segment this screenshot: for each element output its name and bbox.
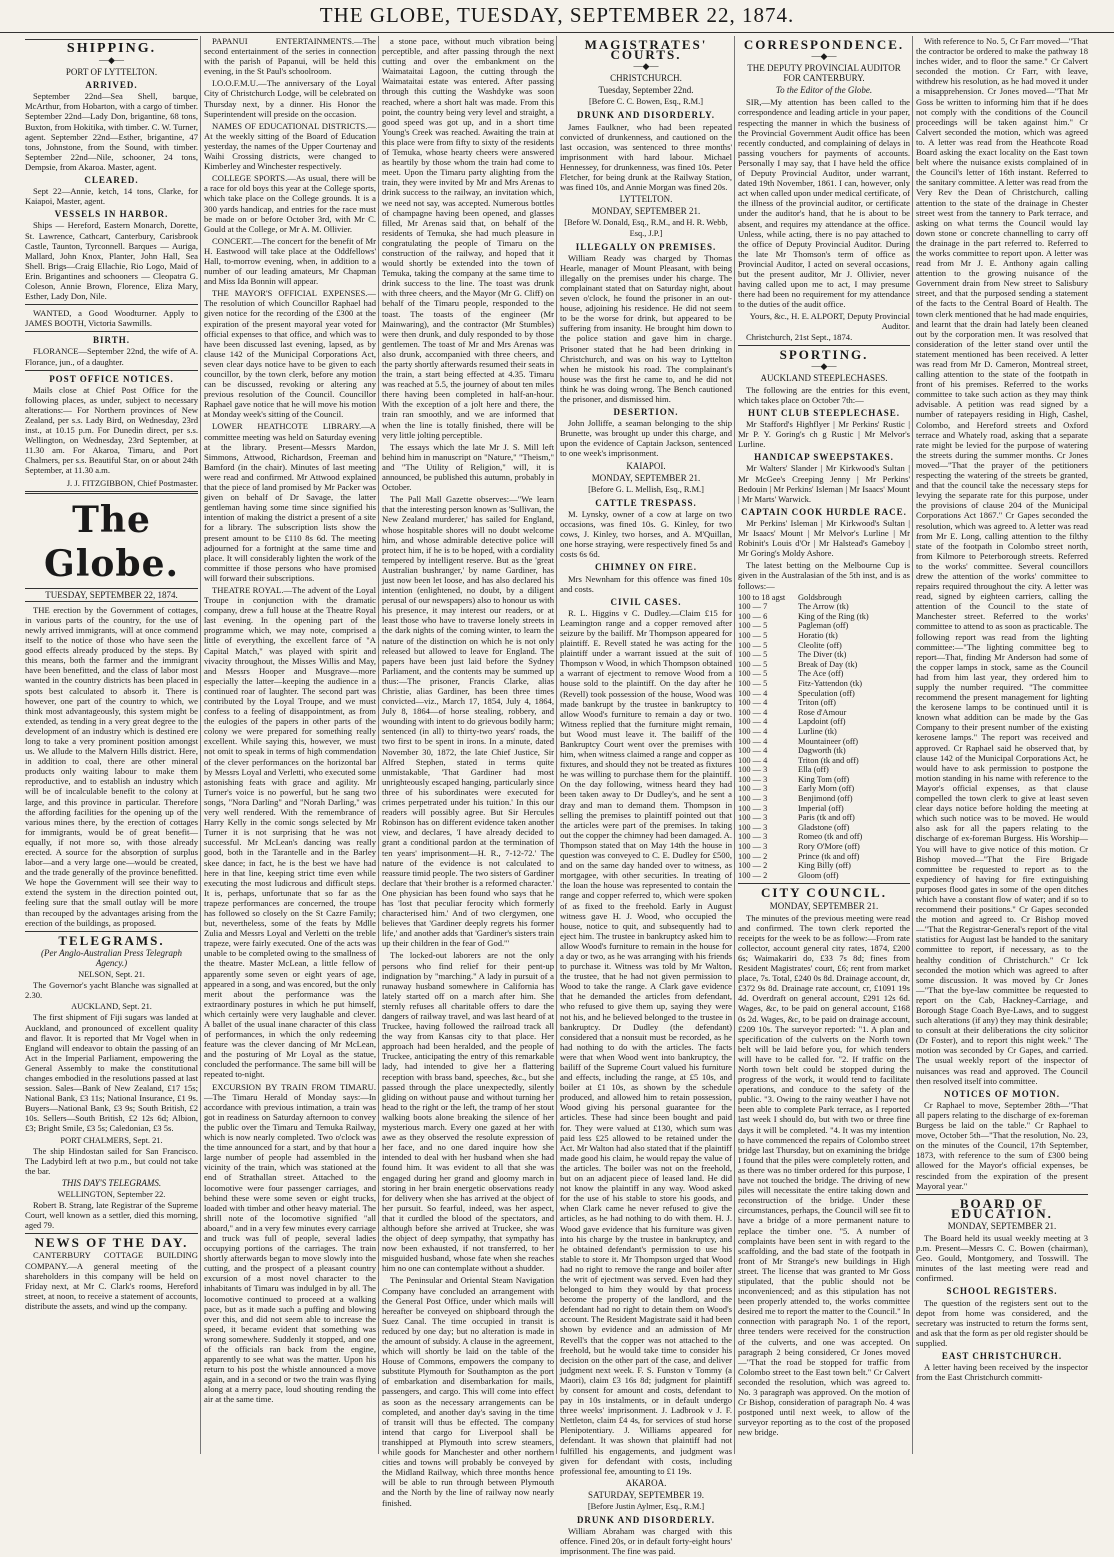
news-item: COLLEGE SPORTS.—As usual, there will be a race for old boys this year at the College sports, which take place on the College grounds. It is a 300 yards handicap, and entries for the race must be made on or before October 3rd, with Mr C. Gould at the College, or Mr A. M. Ollivier. [204,173,376,234]
odds-row [738,708,910,718]
shipping-heading: SHIPPING. [66,41,157,56]
case-text: William Abraham was charged with this offence. Fined 20s, or in default forty-eight hours' imprisonment. The fine was paid. [560,1526,732,1557]
horse-name: Gladstone (off) [798,822,850,832]
odds-row [738,794,910,804]
council-heading: CITY COUNCIL. [761,885,887,901]
chalmers-dateline: PORT CHALMERS, Sept. 21. [60,1135,163,1145]
horse-name: Prince (tk and off) [798,851,860,861]
case-text: M. Lynsky, owner of a cow at large on two occasions, was fined 10s. G. Kinley, for two cows, J. Kinley, two horses, and A. M'Quillan, one horse straying, were respectively fined 5s and costs 6s 6d. [560,508,732,560]
wanted-ad: WANTED, a Good Woodturner. Apply to JAMES BOOTH, Victoria Sawmills. [25,308,198,329]
odds-value: 100 — 2 [738,851,768,861]
chalmers-text: The ship Hindostan sailed for San Francisco. The Ladybird left at two p.m., but could not take the bar. [25,1145,198,1176]
newspaper-columns [22,36,1096,1557]
council-continued: With reference to No. 5, Cr Farr moved—"That the contractor be ordered to make the pathway 18 inches wider, and to floor the same." Cr Calvert seconded the motion. Cr Farr, with leave, withdrew his resolution, as he had moved it under a misapprehension. Cr Jones moved—"That Mr Goss be written to informing him that if he does not comply with the conditions of the Council proceedings will be taken against him." Cr Calvert seconded the motion, which was agreed to. A letter was read from the Heathcote Road Board asking the exact locality on the East town belt where the nuisance exists complained of in the Council's letter of 16th instant. Referred to the sanitary committee. A letter was read from the Very Rev the Dean of Christchurch, calling attention to the state of the drainage in Chester street west from the tannery to Park terrace, and asking on what terms the Council would lay down stone or concrete channelling to carry off the drainage in the part referred to. Referred to the works committee to report upon. A letter was read from Mr J. E. Anthony again calling attention to the growing nuisance of the Government drain from New street to Salisbury street, and that the purposed sending a statement of the facts to the Central Board of Health. The town clerk mentioned that he had made enquiries, and learnt that the drain had lately been cleaned out by the corporation men. It was resolved that consideration of the letter stand over until the statement mentioned has been received. A letter was read from Mr D. Cameron, Montreal street, calling attention to the state of the footpath in front of his premises. Referred to the works committee to take such action as they may think advisable. A petition was read signed by a number of ratepayers residing in High, Cashel, Colombo, and Hereford streets and Oxford terrace and Whately road, asking that a separate rate might be levied for the purpose of watering the streets during the summer months. Cr Jones moved—"That the prayer of the petitioners respecting the watering of the streets be granted, and that the council take the necessary steps for levying the separate rate for this purpose, under the provisions of clause 204 of the Municipal Corporations Act 1867." Cr Gapes seconded the resolution, which was agreed to. A letter was read from Mr E. Long, calling attention to the filthy state of the footpath in Colombo street north, from Kilmore to Peterborough streets. Referred to the works' committee. Several councillors drew the attention of the works' committee to repairs required throughout the city. A letter was read, signed by eighteen carriers, calling the attention of the Council to the state of Manchester street. Referred to the works' committee to attend to as soon as practicable. The following report was read from the lighting committee:—"The lighting committee beg to report—That, finding Mr Anderson had some of the copper lamps in stock, same as the Council had from him last year, they ordered him to supply the number required. "The committee recommend the present management for lighting the kerosene lamps to be continued until it is known what addition can be made by the Gas Company to their present number of the existing kerosene lamps." The report was received and approved. Cr Raphael said he observed that, by clause 142 of the Municipal Corporations Act, he would have to ask permission to postpone the motion standing in his name with reference to the Mayor's official expenses, as that clause compelled the town clerk to give at least seven clear days notice before holding the meeting at which such notice was to be moved. He would also ask for all the papers relating to the discharge of ex-foreman Burgess. His Worship—You will have to give notice of this motion. Cr Bishop moved—"That the Fire Brigade committee be requested to report as to the expediency of having for fire extinguishing purposes flood gates in some of the open ditches which have a constant flow of water; and if so to recommend their positions." Cr Gapes seconded the motion and agreed to. Cr Bishop moved—"That the Registrar-General's report of the vital statistics for August last be handed to the sanitary committee to report, if necessary, as to the healthy condition of Christchurch." Cr Ick seconded the motion which was agreed to after some discussion. It was moved by Cr Jones—"That the bye-law committee be requested to report on the Cab, Hackney-Carriage, and Borough Stage Coach Bye-Laws, and to suggest such alterations (if any) they may think desirable; to consult at their deliberations the city solicitor (Dr Foster), and to report this night week." The motion was seconded by Cr Gapes, and carried. The usual weekly report of the inspector of nuisances was read and approved. The Council then resolved itself into committee. [916,36,1088,1086]
odds-row [738,804,910,814]
odds-value: 100 — 5 [738,650,768,660]
odds-value: 100 — 5 [738,640,768,650]
horse-name: Speculation (off) [798,688,855,698]
council-date: MONDAY, SEPTEMBER 21. [769,900,879,911]
horse-name: Early Morn (off) [798,784,855,794]
letter-date: Christchurch, 21st Sept., 1874. [746,331,853,342]
correspondence-heading: CORRESPONDENCE. [743,37,905,52]
odds-value: 100 — 5 [738,621,768,631]
odds-value: 100 — 3 [738,774,768,784]
odds-row [738,852,910,862]
vessels-text: Ships — Hereford, Eastern Monarch, Dorette, St. Lawrence, Cathcart, Canterbury, Carisbrook Castle, Taunton, Tyrconnell. Barques — Auriga, Mallard, John Knox, Planter, John Hall, Sea Shell. Brigs—Craig Ellachie, Rio Logo, Maid of Erin. Brigantines and schooners — Cleopatra G. Coleson, Annie Brown, Florence, Eliza Mary, Esther, Lady Don, Nile. [25,220,198,302]
odds-value: 100 — 5 [738,669,768,679]
divider [25,39,198,40]
court-before: [Before Justin Aylmer, Esq., R.M.] [587,1502,705,1512]
odds-row [738,775,910,785]
notices-text: Cr Raphael to move, September 28th—"That all papers relating to the discharge of ex-foreman Burgess be laid on the table." Cr Raphael to move, October 5th—"That the resolution, No. 23, on the minutes of the Council, 17th September, 1873, with reference to the sum of £300 being allowed for the Mayor's official expenses, be rescinded from the expiration of the present Mayoral year." [916,1099,1088,1191]
odds-value: 100 — 4 [738,688,768,698]
odds-row [738,689,910,699]
news-item: I.O.O.F.M.U.—The anniversary of the Loyal City of Christchurch Lodge, will be celebrated on Thursday next, by a dinner. His Honor the Superintendent will preside on the occasion. [204,78,376,119]
odds-value: 100 — 2 [738,861,768,871]
horse-name: Goldsbrough [798,592,842,602]
odds-value: 100 — 4 [738,698,768,708]
news-item: THE MAYOR'S OFFICIAL EXPENSES.—The resolution of which Councillor Raphael had given notice for the recording of the £300 at the expiration of the present mayoral year voted for official expenses to that office, and which was to have been discussed last evening, lapsed, as by clause 142 of the Municipal Corporations Act, seven clear days notice have to be given to each councillor, by the town clerk, before any motion can be discussed, revoking or altering any previous resolution of the Council. Councillor Raphael gave notice that he will move his motion at Monday week's sitting of the Council. [204,288,376,420]
horse-name: Triton (tk and off) [798,755,859,765]
horse-name: The Arrow (tk) [798,602,849,612]
news-heading: NEWS OF THE DAY. [34,1235,189,1251]
news-item: PAPANUI ENTERTAINMENTS.—The second entertainment of the series in connection with the parish of Papanui, will be held this evening, in the St Paul's schoolroom. [204,36,376,77]
race-label: HANDICAP SWEEPSTAKES. [754,452,894,463]
news-item: The essays which the late Mr J. S. Mill left behind him in manuscript on "Nature," "Theism," and "The Utility of Religion," will, it is announced, be published this autumn, probably in October. [382,441,554,493]
court-before: [Before G. L. Mellish, Esq., R.M.] [588,484,704,494]
odds-value: 100 — 3 [738,765,768,775]
letter-to: To the Editor of the Globe. [775,85,873,96]
court-date: Tuesday, September 22nd. [598,85,694,96]
registers-text: The question of the registers sent out to the depot from home was considered, and the secretary was instructed to return the forms sent, and ask that the form as per old register should be supplied. [916,1297,1088,1348]
column-1 [22,36,200,1454]
odds-value: 100 — 4 [738,755,768,765]
board-date: MONDAY, SEPTEMBER 21. [947,1220,1057,1231]
cleared-label: CLEARED. [84,175,139,186]
case-text: John Jolliffe, a seaman belonging to the ship Brunette, was brought up under this charge, and upon the evidence of Captain Jackson, sentenced to one week's imprisonment. [560,418,732,459]
odds-value: 100 — 4 [738,717,768,727]
magistrates-heading: MAGISTRATES' COURTS. [584,37,708,63]
odds-row [738,871,910,881]
horse-name: Dagworth (tk) [798,746,846,756]
vessels-label: VESSELS IN HARBOR. [54,209,169,220]
horse-name: Cleolite (off) [798,640,842,650]
court-location: LYTTELTON. [619,194,673,205]
odds-value: 100 — 4 [738,736,768,746]
odds-row [738,602,910,612]
race-entries: Mr Stafford's Highflyer | Mr Perkins' Rustic | Mr P. Y. Goring's ch g Rustic | Mr Melvor's Lurline. [738,419,910,450]
ornament-divider: —◆— [99,55,124,66]
horse-name: Pagleman (off) [798,621,849,631]
birth-text: FLORANCE—September 22nd, the wife of A. Florance, jun., of a daughter. [25,346,198,367]
odds-value: 100 — 4 [738,746,768,756]
odds-row [738,717,910,727]
board-heading: BOARD OF EDUCATION. [951,1195,1053,1221]
horse-name: Break of Day (tk) [798,659,858,669]
divider [738,883,910,884]
odds-row [738,784,910,794]
odds-row [738,650,910,660]
column-3 [378,36,556,1508]
case-text: James Faulkner, who had been repeated convicted of drunkenness, and cautioned on the last occasion, was sentenced to three months' imprisonment with hard labour. Michael Hennessey, for drunkenness, was fined 10s. Peter Fletcher, for being drunk at the Railway Station, was fined 10s, and Annie Morgan was fined 20s. [560,121,732,193]
letter-title: THE DEPUTY PROVINCIAL AUDITOR FOR CANTERBURY. [747,63,901,84]
letter-text: SIR,—My attention has been called to the correspondence and leading article in your paper, respecting the manner in which the business of the Provincial Government Audit office has been recently conducted, and complaining of delays in passing vouchers for payments of accounts. Personally I may say, that I have held the office of Deputy Provincial Auditor, under warrant, dated 19th November, 1861. I can, however, only act when called upon under medical certificate, of the illness of the provincial auditor, or certificate under the auditor's hand, that he is about to be absent, and requires my attendance at the office. Unless, while acting, there is no pay attached to the office of Deputy Provincial Auditor. During the late Mr Thomson's term of office as Provincial Auditor, I acted on several occasions, but the present auditor, Mr J. Ollivier, never having called upon me to act, I may presume there had been no requirement for my attendance to the duties of the audit office. [738,97,910,310]
birth-label: BIRTH. [93,335,130,346]
court-date: MONDAY, SEPTEMBER 21. [591,472,701,483]
odds-value: 100 — 4 [738,707,768,717]
nelson-text: The Governor's yacht Blanche was signalled at 2.30. [25,980,198,1001]
steeple-intro: The following are the entries for this event, which takes place on October 7th:— [738,384,910,405]
odds-row [738,861,910,871]
news-item: The Peninsular and Oriental Steam Navigation Company have concluded an arrangement with the General Post Office, under which mails will hereafter be conveyed on shipboard through the Suez Canal. The time occupied in transit is reduced by one day; but no alteration is made in the amount of subsidy. A clause in the agreement, which will shortly be laid on the table of the House of Commons, empowers the company to substitute Plymouth for Southampton as the port of embarkation and disembarkation for mails, passengers, and cargo. This will come into effect as soon as the necessary arrangements can be completed, and another day's saving in the time of transit will thus be effected. The company intend that cargo for Liverpool shall be transhipped at Plymouth into screw steamers, while goods for Manchester and other northern cities and towns will probably be conveyed by the Midland Railway, which three months hence will be able to run through between Plymouth and the North by the line of railway now nearly finished. [382,1275,554,1508]
odds-value: 100 — 3 [738,822,768,832]
case-label: CIVIL CASES. [610,596,682,607]
odds-row [738,621,910,631]
odds-value: 100 — 6 [738,611,768,621]
odds-row [738,679,910,689]
news-item: The locked-out laborers are not the only persons who find relief for their pent-up indignation by "marching." A lady in pursuit of a runaway husband somewhere in California has lately started off on a march after him. She sternly refuses all charitable offers to dare the dangers of railway travel, and was last heard of at Truckee, having followed the railroad track all the way from Kansas city to that place. Her approach had been heralded, and the people of Truckee, anticipating the entry of this remarkable lady, had intended to give her a flattering reception with brass band, speeches, &c., but she passed through the place unexpectedly, silently gliding on without pause and without turning her head to the right or the left, the tramp of her stout walking boots alone breaking the silence of her mysterious march. Every one gazed at her with awe as they observed the resolute expression of her face, and no one dared inquire how she intended to deal with her husband when she had found him. It was evident to all that she was engaged during her grand and gloomy march in storing in her brain energetic observations ready for delivery when she has arrived at the object of her pursuit. So fearful, indeed, was her aspect, that it curdled the blood of the spectators, and although before she arrived at Truckee, she was the object of deep sympathy, that sympathy has now been exhausted, if not transferred, to her misguided husband, whose fate when she reaches him no one can contemplate without a shudder. [382,950,554,1274]
divider [25,1233,198,1234]
newspaper-title: The Globe. [43,498,180,585]
odds-value: 100 — 2 [738,870,768,880]
council-text: The minutes of the previous meeting were read and confirmed. The town clerk reported the receipts for the week to be as follow:—From rate collector, account general city rates, 1874, £200 6s; Waimakariri do, £33 7s 8d; fines from Resident Magistrates' court, £6; rent from market place, 7s. Total, £240 0s 8d. Drainage account, dr, £372 9s 8d. Drainage rate account, cr, £1091 19s 4d. Overdraft on general account, £291 12s 6d. Wages, &c, to be paid on general account, £168 0s 2d. Wages, &c, to be paid on drainage account, £209 10s. The surveyor reported: "1. A plan and specification of the culverts on the North town belt will be laid before you, for which tenders will have to be called for. "2. If traffic on the North town belt could be stopped during the progress of the work, it would tend to facilitate operations, and conduce to the safety of the public. "3. Owing to the rainy weather I have not been able to complete Park terrace, as I reported last week I should do, but with two or three fine days it will be completed. "4. It was my intention to have commenced the repairs of Colombo street bridge last Thursday, but on examining the bridge I found that the piles were completely rotten, and as there was no timber ordered for this purpose, I have not touched the bridge. The driving of new piles will necessitate the entire taking down and reconstruction of the bridge. Under these circumstances, perhaps, the Council will see fit to have a bridge of a more permanent nature to replace the timber one. "5. A number of complaints have been sent in with regard to the scaffolding, and the bad state of the footpath in front of Mr Strange's new buildings in High street. The license that was granted to Mr Goss stipulated, that the public should not be inconvenienced; and as this stipulation has not been properly attended to, the works committee desired me to report the matter to the Council." In connection with paragraph No. 1 of the report, three tenders were received for the construction of the culverts, and one was accepted. On paragraph 2 being considered, Cr Jones moved—"That the road be stopped for traffic from Colombo street to the East town belt." Cr Calvert seconded the resolution, which was agreed to. No. 3 paragraph was approved. On the motion of Cr Bishop, consideration of paragraph No. 4 was postponed until next week, to allow of the surveyor reporting as to the cost of the proposed new bridge. [738,912,910,1438]
odds-row [738,698,910,708]
court-date: SATURDAY, SEPTEMBER 19. [587,1489,705,1500]
court-date: MONDAY, SEPTEMBER 21. [591,206,701,217]
column-4 [556,36,734,1557]
horse-name: Rose d'Amour [798,707,847,717]
divider [25,331,198,332]
this-days-heading: THIS DAY'S TELEGRAMS. [61,1177,162,1188]
case-text: R. L. Higgins v C. Dudley.—Claim £15 for Leamington range and a copper removed after seizure by the bailiff. Mr Thompson appeared for plaintiff. E. Revell stated he was acting for the plaintiff under a warrant issued at the suit of Thompson v Wood, in which Thompson obtained a warrant of ejectment to remove Wood from a house sold to the plaintiff. On the day after he (Revell) took possession of the house, Wood was made bankrupt by the trustee in bankruptcy to allow Wood's furniture to remain a day or two. Witness replied that the furniture might remain, but Wood must leave it. The bailiff of the Bankruptcy Court went over the premises with him, when witness claimed a range and copper as fixtures, and should they not be treated as fixtures he was willing to purchase them for the plaintiff. On the day following, witness heard they had been taken away to Dr Dudley's, and he sent a dray and man to demand them. Thompson in selling the premises to plaintiff pointed out that the articles were part of the premises. In taking out the copper the chimney had been damaged. A. Thompson stated that on May 14th the house in question was conveyed to C. E. Dudley for £500, and on the same day handed over to witness, as mortgagee, with other securities. In treating of the loan the house was represented to contain the range and copper referred to, which were spoken of as fixed to the freehold. Early in August witness gave H. J. Wood, who occupied the house, notice to quit, and subsequently had to eject him. The trustee in bankruptcy asked him to allow Wood's furniture to remain in the house for a day or two, as he was arranging with his friends to purchase it. Witness was told by Mr Walton, the trustee, that he had not given permission to Wood to take the range. A Clark gave evidence that he demanded the articles from defendant, who refused to give them up, saying they were not his, and he believed belonged to the trustee in bankruptcy. Dr Dudley (the defendant) considered that a nonsuit must be recorded, as he had nothing to do with the articles. The facts were that when Wood went into bankruptcy, the bailiff of the Supreme Court valued his furniture and effects, including the range, at £5 10s, and boiler at £1 10s, as shown by the schedule produced, and allowed him to retain possession, Wood giving his personal guarantee for the articles. These had since been bought and paid for. They were valued at £130, which sum was paid less £25 allowed to be retained under the Act. Mr Walton had also stated that if the plaintiff made good his claim, he would repay the value of the articles. The boiler was not on the freehold, but on an adjacent piece of leased land. He did not know the plaintiff in any way. Wood asked for the use of his stable to store his goods, and when Clark came he never refused to give the articles, as he had nothing to do with them. H. J. Wood gave evidence that his furniture was given into his charge by the trustee in bankruptcy, and he obtained defendant's permission to use his stable to store it. Mr Thompson urged that Wood had no right to remove the range and boiler after the writ of ejectment was served. Even had they belonged to him they would by that process become the property of the landlord, and the defendant had no right to detain them on Wood's account. The Resident Magistrate said it had been shown by evidence and an admission of Mr Revell's that the copper was not attached to the freehold, but he would take time to consider his decision on the other part of the case, and deliver judgment next week. F. S. Funston v Tommy (a Maori), claim £3 16s 8d; judgment for plaintiff by consent for amount and costs, defendant to pay in 10s instalments, or in default undergo three weeks' imprisonment. J. Ladbrook v J. F. Nettleton, claim £4 4s, for services of stud horse Plenipotentiary. J. Williams appeared for defendant. It was shown that plaintiff had not fulfilled his engagements, and judgment was given for defendant with costs, including professional fee, amounting to £1 19s. [560,607,732,1476]
case-label: DESERTION. [613,407,679,418]
odds-row [738,631,910,641]
auckland-text: The first shipment of Fiji sugars was landed at Auckland, and pronounced of excellent quality and flavor. It is reported that Mr Vogel when in England will endeavor to obtain the passing of an Act in the Imperial Parliament, empowering the General Assembly to make the constitutional changes embodied in the resolutions passed at last session. Sales—Bank of New Zealand, £17 15s; National Bank, £3 11s; National Insurance, £1 9s. Buyers—National Bank, £3 9s; South British, £2 10s. Sellers—South British, £2 12s 6d; Albion, £3; Bright Smile, £3 5s; Caledonian, £3 5s. [25,1012,198,1134]
divider [916,1194,1088,1195]
odds-value: 100 — 3 [738,832,768,842]
horse-name: King Tom (off) [798,774,850,784]
cup-intro: The latest betting on the Melbourne Cup is given in the Australasian of the 5th inst, and is as follows:— [738,560,910,591]
horse-name: Benjimond (off) [798,794,853,804]
odds-value: 100 — 5 [738,659,768,669]
odds-row [738,660,910,670]
odds-value: 100 — 3 [738,803,768,813]
odds-row [738,823,910,833]
odds-value: 100 to 18 agst [738,592,786,602]
court-before: [Before W. Donald, Esq., R.M., and H. R. Webb, Esq., J.P.] [564,218,728,238]
news-item: NAMES OF EDUCATIONAL DISTRICTS.—At the weekly sitting of the Board of Education yesterday, the names of the Upper Courtenay and Waihi Crossing districts, were changed to Kimberley and Winchester respectively. [204,120,376,172]
horse-name: King of the Ring (tk) [798,611,869,621]
odds-value: 100 — 3 [738,784,768,794]
odds-value: 100 — 5 [738,630,768,640]
odds-value: 100 — 3 [738,794,768,804]
odds-row [738,765,910,775]
divider [25,370,198,371]
ornament-divider: —◆— [811,360,837,371]
arrived-label: ARRIVED. [85,80,138,91]
odds-row [738,737,910,747]
horse-name: Mountaineer (off) [798,736,859,746]
divider [25,931,198,932]
divider [25,491,198,494]
divider [25,304,198,305]
port-heading: PORT OF LYTTELTON. [65,67,158,78]
court-location: AKAROA. [625,1477,667,1488]
odds-row [738,612,910,622]
court-location: KAIAPOI. [626,460,666,471]
case-label: DRUNK AND DISORDERLY. [576,1515,716,1526]
steeple-heading: AUCKLAND STEEPLECHASES. [760,372,888,383]
editorial-text: THE erection by the Government of cottages, in various parts of the country, for the use of newly arrived immigrants, will at once commend itself to the notice of those who have seen the good effects already produced by the steps. By this means, both the farmer and the immigrant have been benefitted, and the class of labor most wanted in the country districts has been placed in spots best calculated to absorb it. There is however, one part of the country to which, we think most advantageously, this system might be extended, as tending in a very great degree to the development of an industry which is destined ere long to take a very prominent position amongst us. We allude to the Malvern Hills district. Here, in addition to coal, there are other mineral products only waiting labour to make them reproductive, and to establish an industry which will be of incalculable benefit to the colony at large, and this province in particular. Therefore the affording facilities for the opening up of the various mines there, by the erection of cottages for immigrants, would be of great benefit—equally, if not more so, with those already erected. A source for the absorption of surplus labor—and a very large one—would be created, and the trade generally of the province benefitted. We hope the Government will see their way to extend the system in the direction pointed out, feeling sure that the small outlay will be more than recouped by the advantages arising from the erection of the buildings, as proposed. [25,604,198,928]
auckland-dateline: AUCKLAND, Sept. 21. [71,1002,152,1012]
horse-name: Triton (off) [798,698,836,708]
horse-name: The Diver (tk) [798,650,847,660]
post-office-signature: J. J. FITZGIBBON, Chief Postmaster. [66,477,198,488]
horse-name: Imperial (off) [798,803,844,813]
horse-name: Rory O'More (off) [798,842,860,852]
odds-row [738,593,910,603]
court-location: CHRISTCHURCH. [610,73,682,84]
ornament-divider: —◆— [811,51,837,62]
odds-value: 100 — 5 [738,678,768,688]
column-2 [200,36,378,1454]
horse-name: Gloom (off) [798,870,839,880]
post-office-label: POST OFFICE NOTICES. [49,373,174,384]
race-label: CAPTAIN COOK HURDLE RACE. [741,506,907,517]
horse-name: Paris (tk and off) [798,813,855,823]
news-item: CONCERT.—The concert for the benefit of Mr H. Eastwood will take place at the Oddfellows' Hall, to-morrow evening, when, in addition to a number of our leading amateurs, Mr Chapman and Miss Ida Bonnin will appear. [204,235,376,287]
east-text: A letter having been received by the inspector from the East Christchurch committ- [916,1362,1088,1383]
telegrams-heading: TELEGRAMS. [58,932,165,948]
news-item: The Pall Mall Gazette observes:—"We learn that the interesting person known as 'Sullivan, the New Zealand murderer,' has sailed for England, whose hospitable shores will no doubt welcome him, and whose admirable detective police will protect him, if he is to be hoped, with a cordiality tempered by intelligent reserve. But as the 'great Australian bushranger,' by name Gardiner, has just now been let loose, and has also declared his intention (enlightened, no doubt, by a diligent perusal of our newspapers) also to honour us with his presence, it may interest our readers, or at least those who have to traverse lonely streets in the dark nights of the coming winter, to learn the nature of the distinction on which he is not only released but allowed to leave for England. The papers have been just laid before the Sydney Parliament, and the contents may be summed up thus:—The prisoner, Francis Clarke, alias Christie, alias Gardiner, has been three times convicted—viz., March 17, 1854, July 4, 1864, July 8, 1864—of horse stealing, robbery, and wounding with intent to do grievous bodily harm; sentenced (in all) to thirty-two years' roads, the two first to be spent in irons. In a minute, dated November 30, 1872, the late Chief Justice, Sir Alfred Stephen, stated in terms quite unmistakable, 'That Gardiner had most unrighteously escaped hanging, particularly since three of his subordinates were executed for crimes perpetrated under his tuition.' In this our readers will possibly agree. But Sir Hercules Robinson has on different evidence taken another view, and declares, 'I have already decided to grant a conditional pardon at the termination of ten years' imprisonment—H. R., 7-12-72.' The nature of the evidence is not calculated to reassure timid people. The two sisters of Gardiner declare that 'their brother is a reformed character.' One physician has been found who says that he has 'lost that peculiar ferocity which formerly characterised him.' And of two clergymen, one believes that 'Gardiner deeply regrets his former life,' and another adds that 'Gardiner's sisters train up their children in the fear of God.'" [382,494,554,949]
case-text: Mrs Newnham for this offence was fined 10s and costs. [560,573,732,594]
odds-row [738,756,910,766]
cleared-text: Sept 22—Annie, ketch, 14 tons, Clarke, for Kaiapoi, Master, agent. [25,186,198,207]
sporting-heading: SPORTING. [779,346,869,362]
odds-row [738,669,910,679]
case-label: CHIMNEY ON FIRE. [595,562,697,573]
odds-value: 100 — 3 [738,813,768,823]
column-5 [734,36,912,1454]
news-item: EXCURSION BY TRAIN FROM TIMARU.—The Timaru Herald of Monday says:—In accordance with previous intimation, a train was got in readiness on Saturday afternoon to convey the public over the Timaru and Temuka Railway, which is now nearly completed. Two o'clock was the time announced for a start, and by that hour a large number of people had assembled in the vicinity of the train, which was stationed at the end of Strathallan street. Attached to the locomotive were four passenger carriages, and behind these were some seven or eight trucks, loaded with timber and other heavy material. The shrill note of the locomotive signified "all aboard," and in a very few minutes every carriage and truck was full of people, several ladies occupying portions of the carriages. The train shortly afterwards began to move slowly into the cutting, and the prospect of a pleasant country excursion of a most novel character to the inhabitants of Timaru was indulged in by all. The locomotive continued to proceed at a walking pace, but as it made such a puffing and blowing over this, and did not seem able to increase the speed, it became evident that something was wrong somewhere. Suddenly it stopped, and one of the officials ran back from the engine, apparently to see what was the matter. Upon his return to his post the whistle announced a move again, and in a second or two the train was flying along at a merry pace, loud shouting rending the air at the same time. [204,1081,376,1405]
news-item: LOWER HEATHCOTE LIBRARY.—A committee meeting was held on Saturday evening at the library. Present—Messrs Mardon, Simmons, Attwood, Richardson, Freeman and Bamford (in the chair). Minutes of last meeting were read and confirmed. Mr Attwood explained that the piece of land promised by Mr Packer was given on behalf of Dr Savage, the latter gentleman having some time since signified his intention of making the district a present of a site for a library. The subscription lists show the present amount to be £110 8s 6d. The meeting adjourned for a fortnight at the same time and place. It will considerably lighten the work of the committee if those persons who have promised will forward their subscriptions. [204,421,376,583]
odds-row [738,746,910,756]
board-text: The Board held its usual weekly meeting at 3 p.m. Present—Messrs C. C. Bowen (chairman), Geo. Gould, Montgomery, and Tosswill. The minutes of the last meeting were read and confirmed. [916,1232,1088,1284]
case-text: William Ready was charged by Thomas Hearle, manager of Mount Pleasant, with being illegally on the premises under his charge. The complainant stated that on Saturday night, about seven o'clock, he found the prisoner in an out-house, adjoining his residence. He did not seem to be the worse for drink, but appeared to be suffering from insanity. He brought him down to the police station and gave him in charge. Prisoner stated that he had been drinking in Christchurch, and was on his way to Lyttelton when he mistook his road. The complainant's house was the first he came to, and he did not think he was doing wrong. The Bench cautioned the prisoner, and dismissed him. [560,252,732,404]
nelson-dateline: NELSON, Sept. 21. [78,970,145,980]
horse-name: Ella (off) [798,765,829,775]
case-label: CATTLE TRESPASS. [595,497,697,508]
wellington-dateline: WELLINGTON, September 22. [57,1190,166,1199]
arrived-text: September 22nd—Sea Shell, barque, McArthur, from Hobarton, with a cargo of timber. September 22nd—Lady Don, brigantine, 68 tons, Buxton, from Hokitika, with timber. C. W. Turner, agent. September 22nd—Esther, brigantine, 47 tons, Johnstone, from the Sound, with timber. September 22nd—Nile, schooner, 24 tons, Dempsie, from Akaroa. Master, agent. [25,91,198,172]
odds-row [738,813,910,823]
horse-name: Lapdoint (off) [798,717,846,727]
race-entries: Mr Perkins' Isleman | Mr Kirkwood's Sultan | Mr Isaacs' Mount | Mr Melvor's Lurline | Mr Robinit's Louis d'Or | Mr Halstead's Gameboy | Mr Goring's Moldy Ashore. [738,517,910,559]
odds-row [738,842,910,852]
race-label: HUNT CLUB STEEPLECHASE. [747,408,901,418]
odds-row [738,641,910,651]
race-entries: Mr Walters' Slander | Mr Kirkwood's Sultan | Mr McGee's Creeping Jenny | Mr Perkins' Bedouin | Mr Perkins' Isleman | Mr Isaacs' Mount | Mr Marts' Warwick. [738,463,910,504]
horse-name: Fitz-Yattendon (tk) [798,678,863,688]
news-item: THEATRE ROYAL.—The advent of the Loyal Troupe in conjunction with the dramatic company, drew a full house at the Theatre Royal last evening. In the opening part of the programme which, we may note, comprised a little of everything, the excellent farce of "A Capital Match," was played with spirit and vivacity throughout, the Misses Willis and May, and Messrs Hooper and Musgrave—more especially the latter—keeping the audience in a continued roar of laughter. The second part was contributed by the Loyal Troupe, and we must confess to a feeling of disappointment, as from the eulogies of the papers in other parts of the colony we were prepared for something really excellent. While saying this, however, we must not omit to speak in terms of high commendation of the clever performances on the horizontal bar by Messrs Loyal and Verletti, who executed some astonishing feats with grace and agility. Mr Turner's voice is no powerful, but he sang two songs, "Nora Darling" and "Norah Darling," was very well rendered. With the remembrance of Harry Kelly in the comic songs selected by Mr Turner it is not surprising that he was not successful. Mr McLean's dancing was really good, both in the Tarantelle and in the Barley skee dance; in fact, he is the best we have had here in that line, keeping strict time even while executing the most ludicrous and difficult steps. It is, perhaps, unfortunate that so far as the trapeze performances are concerned, the troupe has followed so closely on the St Cazre Family; but, nevertheless, some of the feats by Mdlle Zulia and Messrs Loyal and Verletti on the treble trapeze, were fairly executed. One of the acts was unable to be completed owing to the smallness of the theatre. Master McLean, a little fellow of apparently some seven or eight years of age, appeared in a song, and was encored, but the only merit about the performance was the extraordinary postures in which he put himself, which certainly were very laughable and clever. A ballet of the usual inane character of this class of performances, in which the only redeeming feature was the clever dancing of Mr McLean, and the posturing of Mr Loyal as the statue, concluded the performance. The same bill will be repeated to-night. [204,584,376,1080]
wellington-text: Robert B. Strang, late Registrar of the Supreme Court, well known as a settler, died this morning, aged 79. [25,1200,198,1231]
column-6 [912,36,1090,1454]
odds-value: 100 — 7 [738,602,768,612]
betting-odds-list [738,593,910,881]
case-label: DRUNK AND DISORDERLY. [576,110,716,121]
horse-name: Lurline (tk) [798,726,837,736]
odds-value: 100 — 3 [738,842,768,852]
divider [738,345,910,346]
registers-label: SCHOOL REGISTERS. [946,1286,1058,1297]
telegrams-subheading: (Per Anglo-Australian Press Telegraph Agency.) [41,947,182,968]
letter-signature: Yours, &c., H. E. ALPORT, Deputy Provincial Auditor. [749,311,910,332]
horse-name: King Billy (off) [798,861,851,871]
news-text: CANTERBURY COTTAGE BUILDING COMPANY.—A general meeting of the shareholders in this company will be held on Friday next, at Mr C. Clark's rooms, Hereford street, at noon, to receive a statement of accounts, distribute the assets, and wind up the company. [25,1250,198,1311]
odds-row [738,727,910,737]
horse-name: The Ace (off) [798,669,844,679]
ornament-divider: —◆— [633,61,659,72]
masthead: THE GLOBE, TUESDAY, SEPTEMBER 22, 1874. [0,0,1114,33]
odds-row [738,832,910,842]
news-item: a stone pace, without much vibration being perceptible, and after passing through the next cutting and over the embankment on the Waimataitai Lagoon, the cutting through the Waimataitai estate was entered. After passing through this cutting the Washdyke was soon reached, where a short halt was made. From this point, the country being very level and straight, a good speed was got up, and in a short time Young's Creek was reached. Awaiting the train at this place were from fifty to sixty of the residents of Temuka, whose hearty cheers were answered as heartily by those whom the train had come to meet. Upon the Timaru party alighting from the train, they were invited by Mr and Mrs Arenas to drink success to the railway, an invitation which, we need not say, was accepted. Numerous bottles of champagne having been opened, and glasses filled, Mr Arenas said that, on behalf of the residents of Temuka, she had much pleasure in congratulating the people of Timaru on the construction of the railway, and hoped that it would shortly be extended into the town of Temuka, taking the company at the same time to drink success to the line. The toast was drunk with three cheers, and the Mayor (Mr G. Cliff) on behalf of the Timaru people, responded to the toast. The toasts of the engineer (Mr Mainwaring), and the contractor (Mr Stumbles) were then drunk, and duly responded to by those gentlemen. The toast of Mr and Mrs Arenas was also drunk, accompanied with three cheers, and the party shortly afterwards resumed their seats in the train, a start being effected at 4.35. Timaru was reached at 5.5, the journey of about ten miles there having been completed in half-an-hour. With the exception of a jolt here and there, the train ran smoothly, and we are informed that when the line is totally finished, there will be very little jolting perceptible. [382,36,554,440]
case-label: ILLEGALLY ON PREMISES. [575,241,717,252]
horse-name: Horatio (tk) [798,630,838,640]
court-before: [Before C. C. Bowen, Esq., R.M.] [589,97,703,107]
notices-label: NOTICES OF MOTION. [944,1088,1060,1099]
dateline: TUESDAY, SEPTEMBER 22, 1874. [25,588,198,602]
east-label: EAST CHRISTCHURCH. [941,1351,1063,1361]
horse-name: Romeo (tk and off) [798,832,863,842]
post-office-text: Mails close at Chief Post Office for the following places, as under, subject to necessary alterations:— For Northern provinces of New Zealand, per s.s. Lady Bird, on Wednesday, 23rd inst., at 10.15 p.m. For Dunedin direct, per s.s. Wellington, on Wednesday, 23rd September, at 11.30 am. For Akaroa, Timaru, and Port Chalmers, per s.s. Beautiful Star, on or about 24th September, at 11.30 a.m. [25,384,198,476]
odds-value: 100 — 4 [738,726,768,736]
